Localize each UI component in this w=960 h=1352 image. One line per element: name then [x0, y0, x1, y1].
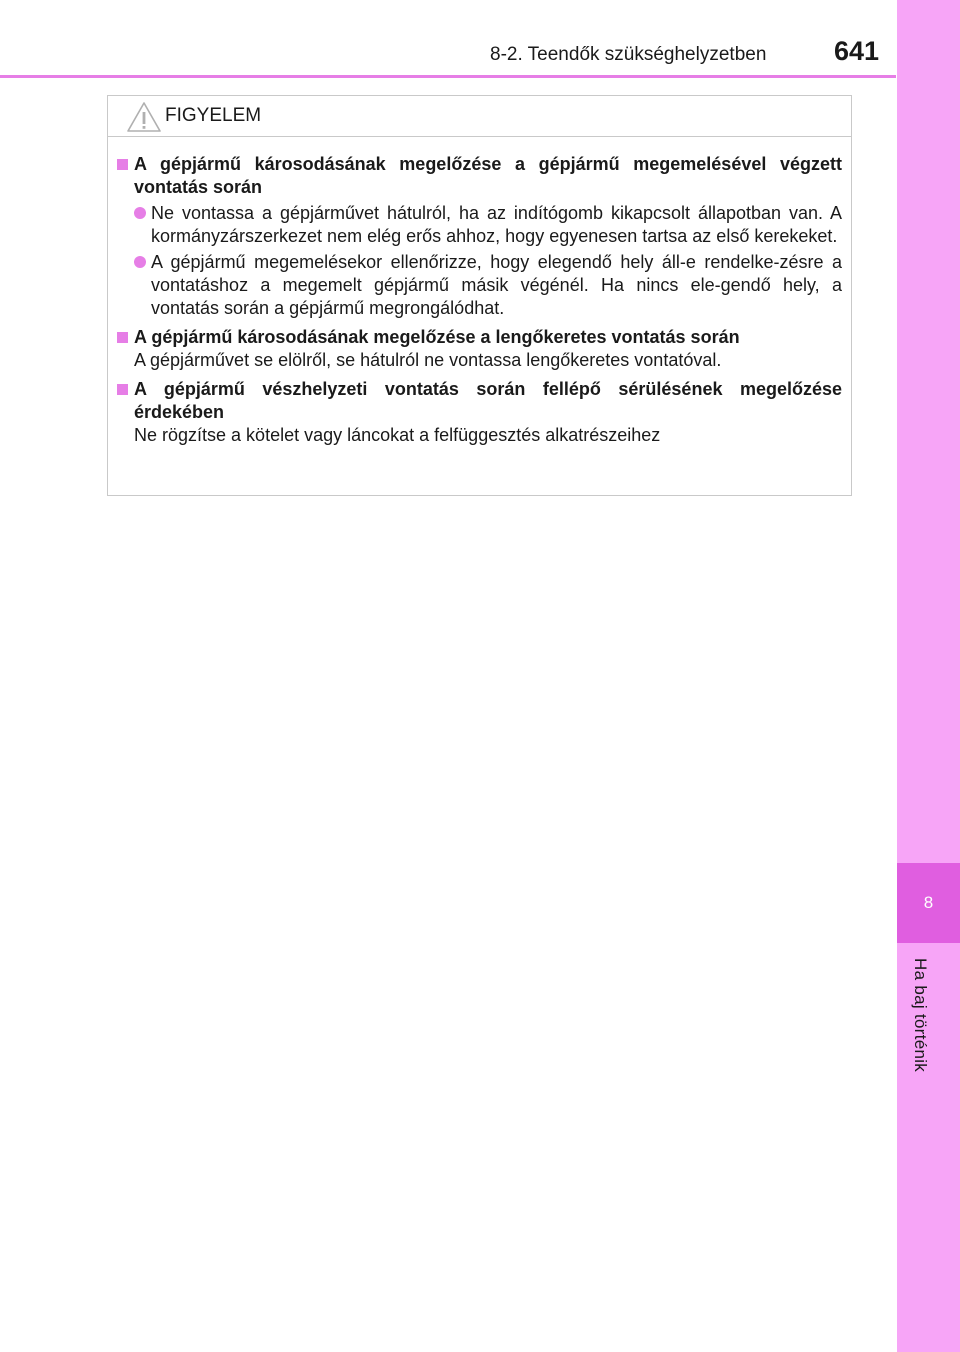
square-bullet-icon [117, 384, 128, 395]
list-item [117, 202, 842, 248]
section-heading [117, 326, 842, 349]
caution-box [107, 95, 852, 496]
round-bullet-icon [134, 207, 146, 219]
caution-header [108, 96, 851, 137]
page-number: 641 [834, 36, 880, 66]
chapter-number: 8 [923, 893, 934, 912]
list-item [117, 251, 842, 320]
section-heading-text: A gépjármű vészhelyzeti vontatás során fellépő sérülésének megelőzése érdekében [134, 379, 842, 422]
warning-triangle-icon [126, 101, 162, 133]
caution-section [117, 378, 842, 447]
section-text: A gépjárművet se elölről, se hátulról ne vontassa lengőkeretes vontatóval. [134, 350, 722, 370]
caution-body [108, 137, 851, 447]
side-tab [897, 0, 960, 1352]
header-rule [0, 75, 896, 78]
list-item-text: A gépjármű megemelésekor ellenőrizze, hogy elegendő hely áll-e rendelke-zésre a vontatáshoz a megemelt gépjármű másik végénél. Ha nincs ele-gendő hely, a vontatás során a gépjármű megrongálódhat. [151, 252, 842, 318]
round-bullet-icon [134, 256, 146, 268]
section-heading-text: A gépjármű károsodásának megelőzése a lengőkeretes vontatás során [134, 327, 740, 347]
section-heading-text: A gépjármű károsodásának megelőzése a gépjármű megemelésével végzett vontatás során [134, 154, 842, 197]
square-bullet-icon [117, 332, 128, 343]
caution-section [117, 153, 842, 320]
section-heading [117, 153, 842, 199]
chapter-title: Ha baj történik [911, 958, 930, 1073]
section-heading [117, 378, 842, 424]
caution-section [117, 326, 842, 372]
section-text: Ne rögzítse a kötelet vagy láncokat a felfüggesztés alkatrészeihez [134, 425, 661, 445]
chapter-number-box [897, 863, 960, 943]
list-item-text: Ne vontassa a gépjárművet hátulról, ha az indítógomb kikapcsolt állapotban van. A kormányzárszerkezet nem elég erős ahhoz, hogy egyenesen tartsa az első kerekeket. [151, 203, 842, 246]
caution-label: FIGYELEM [165, 105, 262, 126]
section-title: 8-2. Teendők szükséghelyzetben [490, 44, 767, 65]
square-bullet-icon [117, 159, 128, 170]
